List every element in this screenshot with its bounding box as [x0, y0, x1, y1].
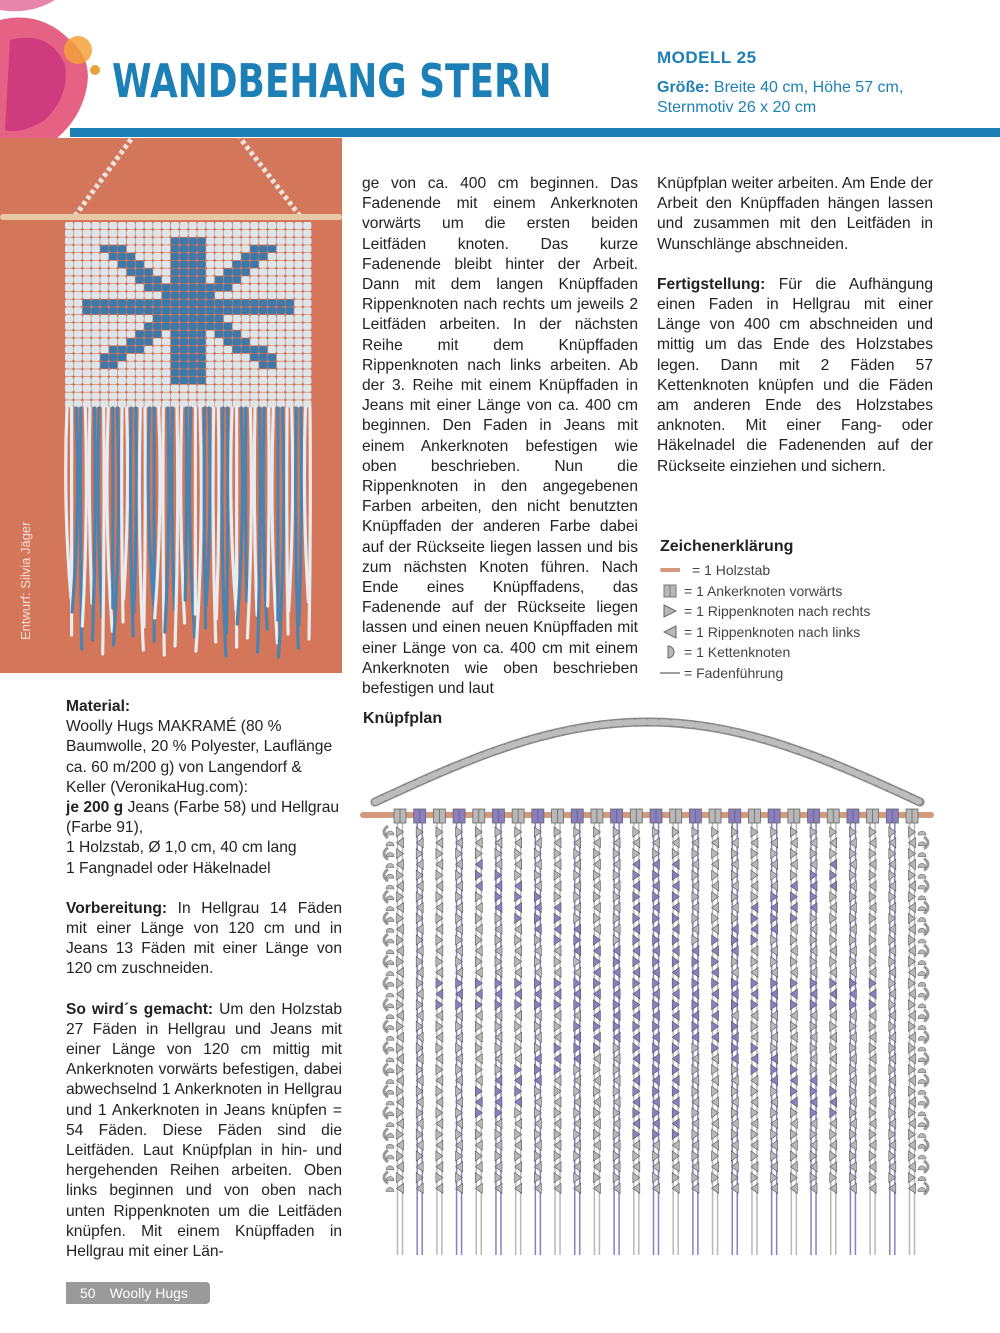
material-label: Material:: [66, 698, 131, 715]
magazine-brand: Woolly Hugs: [109, 1285, 188, 1301]
product-photo: [0, 138, 342, 673]
preparation-label: Vorbereitung:: [66, 899, 168, 917]
triangle-right-icon: [660, 604, 680, 618]
preparation-text: In Hellgrau 14 Fäden mit einer Länge von 120 cm und in Jeans 13 Fäden mit einer Länge von 120 cm zuschneiden.: [66, 899, 342, 978]
instructions-column-2: [362, 174, 638, 719]
wall-hanging-illustration: [0, 138, 342, 673]
legend-item-holzstab: [660, 560, 960, 581]
legend-item-fadenfuehrung: [660, 663, 960, 684]
legend-item-kettenknoten: [660, 642, 960, 663]
size-value: Breite 40 cm, Höhe 57 cm, Sternmotiv 26 x 20 cm: [657, 79, 904, 116]
finishing-paragraph: [657, 275, 933, 477]
howto-label: So wird´s gemacht:: [66, 1000, 214, 1018]
instructions-end: Knüpfplan weiter arbeiten. Am Ende der Arbeit den Knüpffaden hängen lassen und zusammen mit den Leitfäden in Wunschlänge abschneiden.: [657, 175, 933, 253]
amount-text: Jeans (Farbe 58) und Hellgrau (Farbe 91),: [66, 799, 340, 837]
preparation-paragraph: [66, 899, 342, 980]
triangle-left-icon: [660, 625, 680, 639]
wood-stick-icon: [660, 563, 680, 577]
material-text: Woolly Hugs MAKRAMÉ (80 % Baumwolle, 20 % Polyester, Lauflänge ca. 60 m/200 g) von Langendorf & Keller (VeronikaHug.com):: [66, 718, 333, 796]
finish-label: Fertigstellung:: [657, 275, 766, 293]
material-column: [66, 697, 342, 1282]
thread-line-icon: [660, 666, 680, 680]
legend-item-ankerknoten: [660, 581, 960, 602]
legend-title: Zeichenerklärung: [660, 538, 794, 555]
legend-label: = 1 Rippenknoten nach links: [684, 623, 861, 640]
legend-label: = Fadenführung: [684, 664, 784, 681]
page-footer: [66, 1282, 210, 1304]
howto-paragraph: [66, 1000, 342, 1263]
instructions-continued: ge von ca. 400 cm beginnen. Das Fadenende mit einem Ankerknoten vorwärts um die ersten beiden Leitfäden knoten. Das kurze Fadenende bleibt hinter der Arbeit. Dann mit dem langen Knüpffaden Rippenknoten nach rechts um jeweils 2 Leitfäden arbeiten. In der nächsten Reihe mit dem Knüpffaden Rippenknoten nach links arbeiten. Ab der 3. Reihe mit einem Knüpffaden in Jeans mit einer Länge von ca. 400 cm beginnen. Den Faden in Jeans mit einem Ankerknoten befestigen wie oben beschrieben. Nun die Rippenknoten in den angegebenen Farben arbeiten, den nicht benutzten Knüpffaden der anderen Farbe dabei auf der Rückseite liegen lassen und bis zum nächsten Knoten führen. Nach Ende eines Knüpffadens, das Fadenende auf der Rückseite liegen lassen und einen neuen Knüpffaden mit einer Länge von ca. 400 cm mit einem Ankerknoten wie oben beschrieben befestigen und laut: [362, 175, 638, 698]
amount-label: je 200 g: [66, 799, 124, 817]
finish-text: Für die Aufhängung einen Faden in Hellgrau mit einer Länge von 400 cm abschneiden und mittig um das Ende des Holzstabes legen. Dann mit 2 Fäden 57 Kettenknoten knüpfen und die Fäden am anderen Ende des Holzstabes anknoten. Mit einer Fang- oder Häkelnadel die Fadenenden auf der Rückseite einziehen und sichern.: [657, 275, 933, 475]
knotting-chart: [360, 710, 940, 1260]
model-number: MODELL 25: [657, 48, 757, 67]
anchor-knot-icon: [660, 584, 680, 598]
size-label: Größe:: [657, 79, 710, 96]
legend-label: = 1 Kettenknoten: [684, 644, 791, 661]
chain-knot-icon: [660, 645, 680, 659]
page-title: WANDBEHANG STERN: [112, 54, 552, 108]
material-section: [66, 697, 342, 879]
header-rule: [70, 128, 1000, 137]
photo-credit: Entwurf: Silvia Jäger: [18, 521, 33, 640]
legend-label: = 1 Ankerknoten vorwärts: [684, 582, 843, 599]
page-number: 50: [80, 1285, 96, 1301]
material-line-needle: 1 Fangnadel oder Häkelnadel: [66, 859, 271, 877]
material-line-stick: 1 Holzstab, Ø 1,0 cm, 40 cm lang: [66, 839, 297, 857]
legend-item-rippenknoten-links: [660, 622, 960, 643]
instructions-column-3: [657, 174, 933, 497]
symbol-legend: [660, 538, 960, 683]
chart-title: Knüpfplan: [363, 710, 443, 727]
howto-text: Um den Holzstab 27 Fäden in Hellgrau und Jeans mit einer Länge von 120 cm mittig mit Ankerknoten vorwärts befestigen, dabei abwechselnd 1 Ankerknoten in Hellgrau und 1 Ankerknoten in Jeans knüpfen = 54 Fäden. Diese Fäden sind die Leitfäden. Laut Knüpfplan in hin- und hergehenden Reihen arbeiten. Oben links beginnen und von oben nach unten Rippenknoten um die Leitfäden knüpfen. Mit einem Knüpffaden in Hellgrau mit einer Län-: [66, 1000, 342, 1261]
size-info: [657, 78, 977, 118]
legend-item-rippenknoten-rechts: [660, 601, 960, 622]
legend-label: = 1 Rippenknoten nach rechts: [684, 603, 871, 620]
legend-label: = 1 Holzstab: [692, 562, 771, 579]
